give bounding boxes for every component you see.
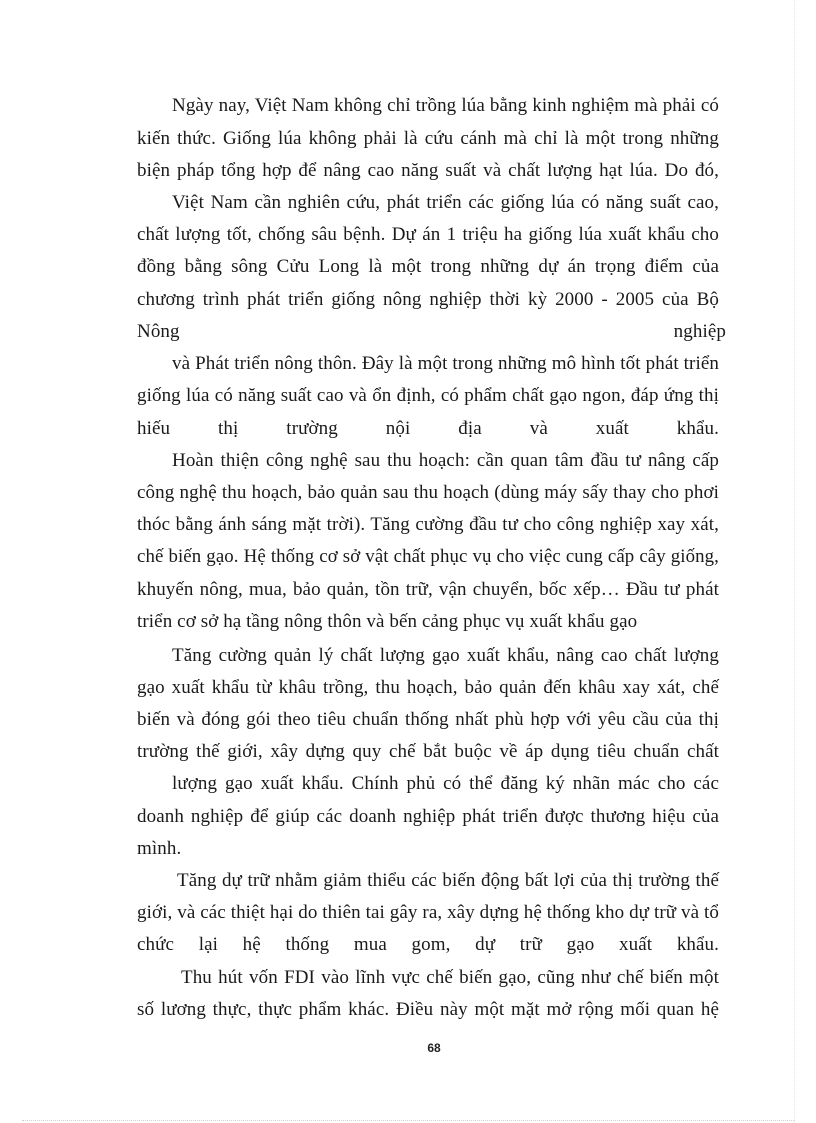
text-line: trường thế giới, xây dựng quy chế bắt buộc về áp dụng tiêu chuẩn chất xyxy=(137,741,719,762)
text-line: thóc bằng ánh sáng mặt trời). Tăng cường đầu tư cho công nghiệp xay xát, xyxy=(137,514,719,535)
text-line: gạo xuất khẩu từ khâu trồng, thu hoạch, bảo quản đến khâu xay xát, chế xyxy=(137,677,719,698)
text-line: Việt Nam cần nghiên cứu, phát triển các giống lúa có năng suất cao, xyxy=(172,192,719,213)
text-line: Ngày nay, Việt Nam không chỉ trồng lúa bằng kinh nghiệm mà phải có xyxy=(172,95,719,116)
text-line: kiến thức. Giống lúa không phải là cứu cánh mà chỉ là một trong những xyxy=(137,128,719,149)
text-line: mình. xyxy=(137,838,182,859)
page-edge-rule xyxy=(794,0,795,1123)
text-line: giống lúa có năng suất cao và ổn định, có phẩm chất gạo ngon, đáp ứng thị xyxy=(137,385,719,406)
text-line: giới, và các thiệt hại do thiên tai gây ra, xây dựng hệ thống kho dự trữ và tổ xyxy=(137,902,719,923)
text-line: triển cơ sở hạ tầng nông thôn và bến cảng phục vụ xuất khẩu gạo xyxy=(137,611,638,632)
text-line: công nghệ thu hoạch, bảo quản sau thu hoạch (dùng máy sấy thay cho phơi xyxy=(137,482,719,503)
text-line: Nông nghiệp xyxy=(137,321,726,342)
text-line: Tăng dự trữ nhằm giảm thiểu các biến động bất lợi của thị trường thế xyxy=(177,870,719,891)
text-line: lượng gạo xuất khẩu. Chính phủ có thể đăng ký nhãn mác cho các xyxy=(172,773,719,794)
text-line: đồng bằng sông Cửu Long là một trong những dự án trọng điểm của xyxy=(137,256,719,277)
text-line: doanh nghiệp để giúp các doanh nghiệp phát triển được thương hiệu của xyxy=(137,806,719,827)
page-number: 68 xyxy=(427,1041,441,1055)
text-line: Thu hút vốn FDI vào lĩnh vực chế biến gạo, cũng như chế biến một xyxy=(181,967,719,988)
text-line: chức lại hệ thống mua gom, dự trữ gạo xuất khẩu. xyxy=(137,934,719,955)
text-line: Hoàn thiện công nghệ sau thu hoạch: cần quan tâm đầu tư nâng cấp xyxy=(172,450,719,471)
text-line: và Phát triển nông thôn. Đây là một trong những mô hình tốt phát triển xyxy=(172,353,719,374)
text-line: biện pháp tổng hợp để nâng cao năng suất và chất lượng hạt lúa. Do đó, xyxy=(137,160,719,181)
text-line: chương trình phát triển giống nông nghiệp thời kỳ 2000 - 2005 của Bộ xyxy=(137,289,719,310)
text-line: biến và đóng gói theo tiêu chuẩn thống nhất phù hợp với yêu cầu của thị xyxy=(137,709,719,730)
text-line: hiếu thị trường nội địa và xuất khẩu. xyxy=(137,418,719,439)
text-line: số lương thực, thực phẩm khác. Điều này một mặt mở rộng mối quan hệ xyxy=(137,999,719,1020)
text-line: chế biến gạo. Hệ thống cơ sở vật chất phục vụ cho việc cung cấp cây giống, xyxy=(137,546,719,567)
text-line: chất lượng tốt, chống sâu bệnh. Dự án 1 triệu ha giống lúa xuất khẩu cho xyxy=(137,224,719,245)
text-line: Tăng cường quản lý chất lượng gạo xuất khẩu, nâng cao chất lượng xyxy=(172,645,719,666)
footer-rule xyxy=(22,1120,794,1121)
text-line: khuyến nông, mua, bảo quản, tồn trữ, vận chuyển, bốc xếp… Đầu tư phát xyxy=(137,579,719,600)
